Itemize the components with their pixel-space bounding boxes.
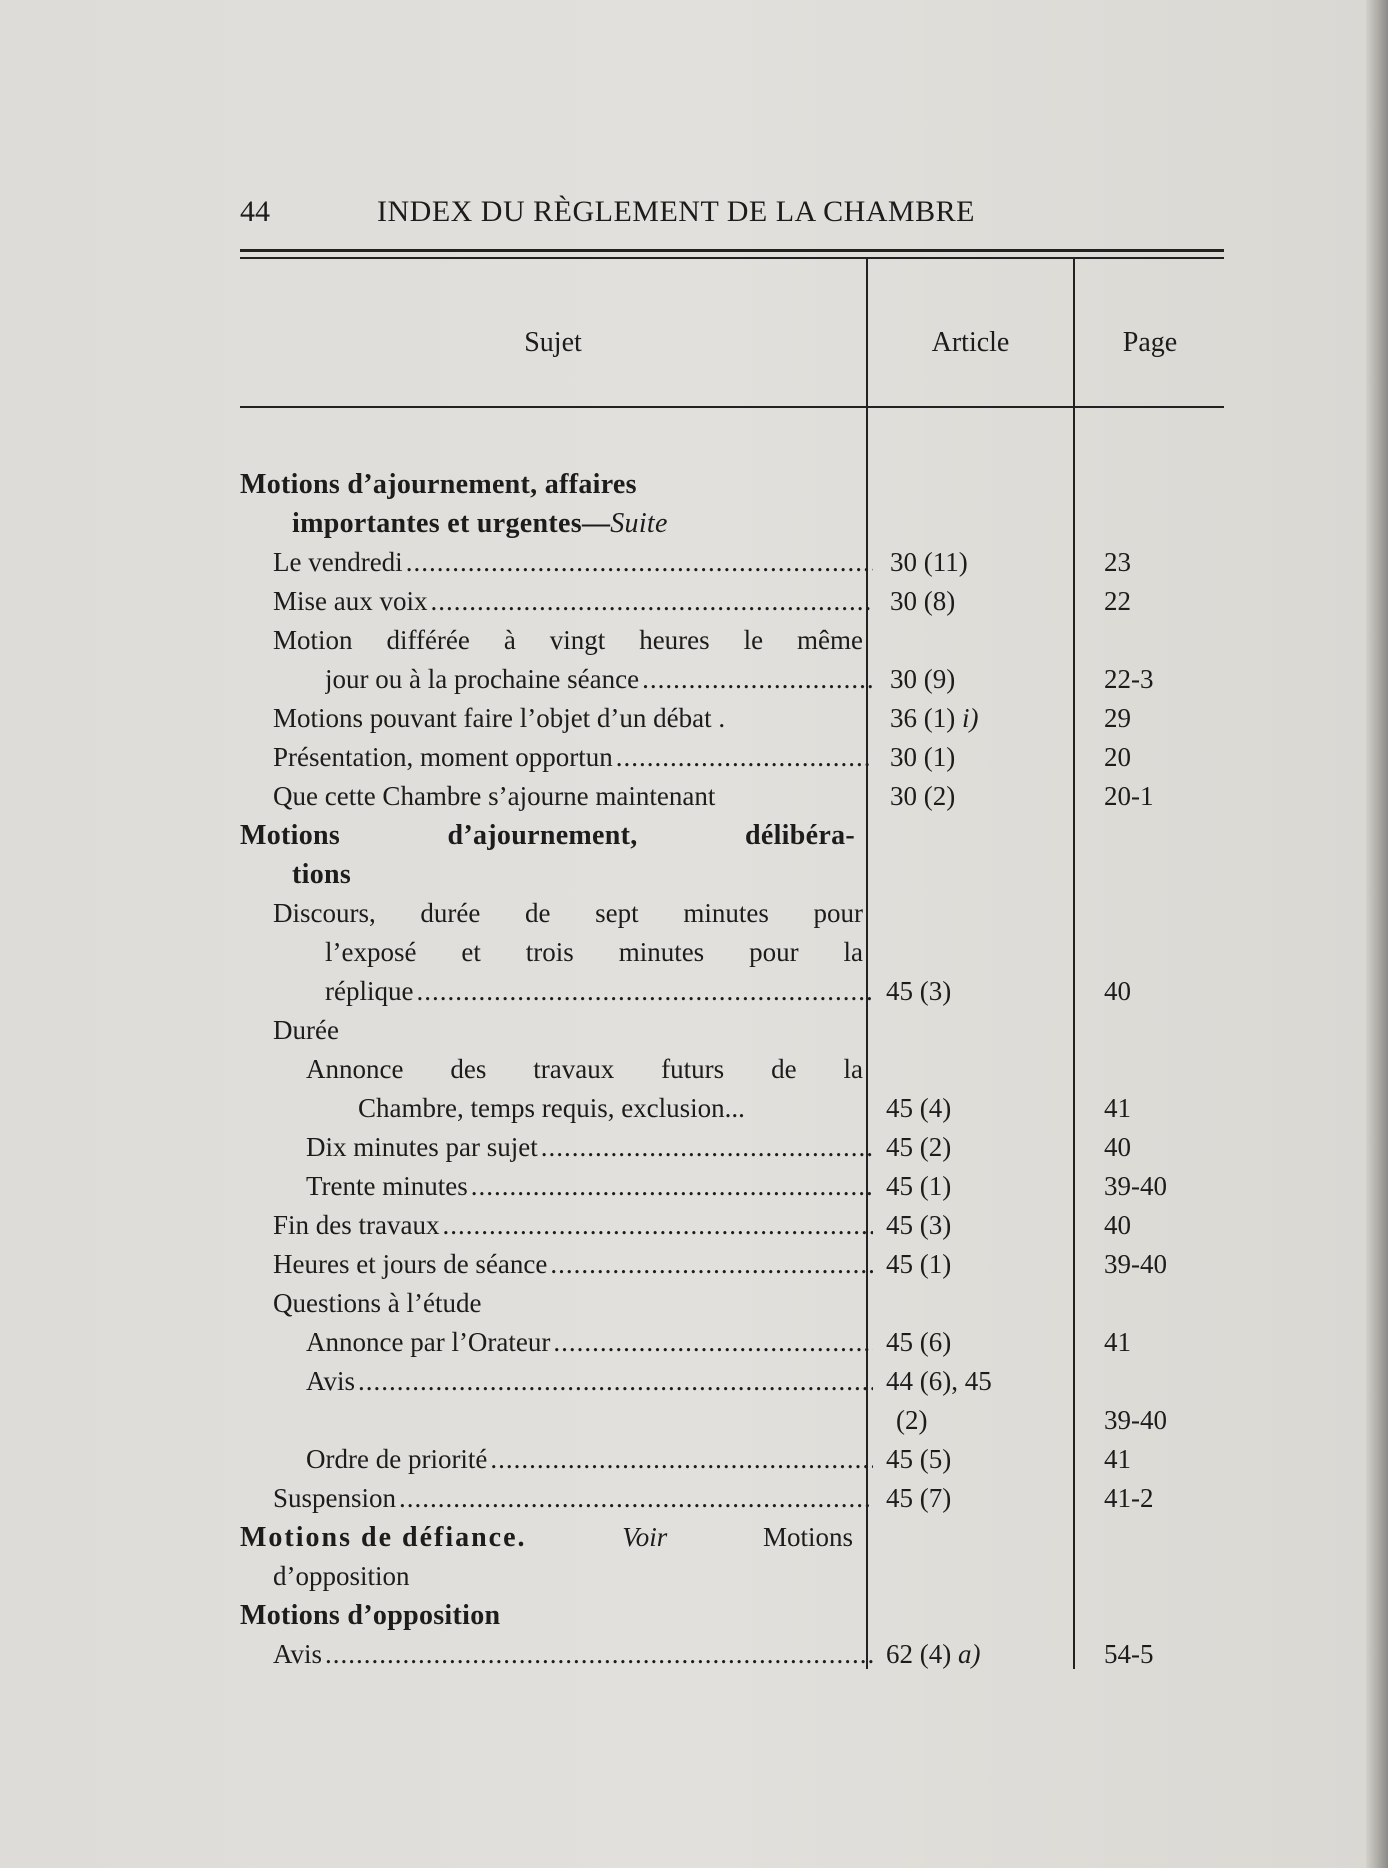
entry-text: réplique	[325, 976, 414, 1006]
table-header-rule	[240, 406, 1224, 408]
table-row	[240, 1167, 1225, 1206]
entry-article: 30 (11)	[890, 547, 968, 577]
table-row	[240, 582, 1225, 621]
table-row	[240, 738, 1225, 777]
entry-page: 40	[1104, 1210, 1131, 1240]
entry-subject	[273, 1479, 873, 1518]
table-row	[240, 1362, 1225, 1401]
table-row	[240, 816, 1225, 855]
table-row	[240, 699, 1225, 738]
article-subclause: a)	[957, 1639, 981, 1669]
entry-text: Avis	[273, 1639, 323, 1669]
table-row	[240, 1557, 1225, 1596]
entry-subject	[306, 1323, 873, 1362]
running-title: INDEX DU RÈGLEMENT DE LA CHAMBRE	[377, 195, 975, 228]
entry-heading-text: Motions de défiance.	[240, 1522, 527, 1553]
index-table-body	[240, 465, 1225, 1674]
table-row	[240, 504, 1225, 543]
entry-article: 30 (1)	[890, 742, 956, 772]
entry-subject	[273, 582, 873, 621]
article-subclause: i)	[961, 703, 979, 733]
table-row	[240, 1518, 1225, 1557]
entry-text: Avis	[306, 1366, 356, 1396]
entry-subject: Que cette Chambre s’ajourne maintenant	[273, 781, 716, 811]
entry-text: Dix minutes par sujet	[306, 1132, 538, 1162]
entry-article: 30 (2)	[890, 781, 956, 811]
article-number: 62 (4)	[886, 1639, 952, 1669]
table-row	[240, 855, 1225, 894]
entry-heading-continued	[292, 504, 668, 543]
entry-page: 40	[1104, 976, 1131, 1006]
table-row	[240, 1206, 1225, 1245]
entry-subject: Motion différée à vingt heures le même	[273, 625, 863, 655]
entry-page: 41	[1104, 1327, 1131, 1357]
entry-subject	[306, 1167, 873, 1206]
column-header-sujet: Sujet	[524, 327, 582, 358]
table-row	[240, 1284, 1225, 1323]
entry-subject: d’opposition	[273, 1561, 410, 1591]
table-top-rule	[240, 249, 1224, 252]
table-row	[240, 1440, 1225, 1479]
entry-subject: Motions pouvant faire l’objet d’un débat .	[273, 703, 726, 733]
table-top-rule-thin	[240, 257, 1224, 259]
column-header-page: Page	[1122, 327, 1178, 358]
entry-text: Annonce par l’Orateur	[306, 1327, 551, 1357]
article-number: 36 (1)	[890, 703, 956, 733]
entry-text: Mise aux voix	[273, 586, 428, 616]
table-row	[240, 1011, 1225, 1050]
entry-subject: l’exposé et trois minutes pour la	[325, 937, 863, 967]
entry-article: 45 (2)	[886, 1132, 952, 1162]
entry-subject	[306, 1128, 873, 1167]
entry-text: Heures et jours de séance	[273, 1249, 548, 1279]
entry-heading: Motions d’opposition	[240, 1600, 501, 1631]
entry-page: 39-40	[1104, 1249, 1167, 1279]
table-row	[240, 894, 1225, 933]
table-row	[240, 660, 1225, 699]
entry-subject: Chambre, temps requis, exclusion...	[358, 1093, 745, 1123]
entry-page: 39-40	[1104, 1405, 1167, 1435]
entry-article: 45 (6)	[886, 1327, 952, 1357]
see-label: Voir	[622, 1522, 668, 1552]
entry-page: 39-40	[1104, 1171, 1167, 1201]
table-row	[240, 933, 1225, 972]
table-row	[240, 465, 1225, 504]
entry-text: Le vendredi	[273, 547, 403, 577]
entry-text: Présentation, moment opportun	[273, 742, 613, 772]
entry-text: jour ou à la prochaine séance	[325, 664, 640, 694]
table-row	[240, 621, 1225, 660]
entry-heading	[240, 1518, 853, 1557]
table-row	[240, 972, 1225, 1011]
entry-subject	[273, 1635, 873, 1674]
entry-article: 30 (8)	[890, 586, 956, 616]
table-row	[240, 1479, 1225, 1518]
entry-page: 23	[1104, 547, 1131, 577]
entry-page: 40	[1104, 1132, 1131, 1162]
entry-subject	[325, 972, 873, 1011]
entry-article: 45 (5)	[886, 1444, 952, 1474]
entry-subject	[325, 660, 873, 699]
entry-heading: Motions d’ajournement, délibéra-	[240, 820, 855, 851]
entry-text: Fin des travaux	[273, 1210, 440, 1240]
table-row	[240, 1323, 1225, 1362]
entry-page: 41-2	[1104, 1483, 1154, 1513]
table-row	[240, 777, 1225, 816]
page-header	[240, 195, 1225, 235]
entry-subject: Discours, durée de sept minutes pour	[273, 898, 863, 928]
entry-article: 45 (1)	[886, 1249, 952, 1279]
table-row	[240, 1596, 1225, 1635]
entry-page: 22	[1104, 586, 1131, 616]
entry-page: 29	[1104, 703, 1131, 733]
entry-subject: Durée	[273, 1015, 339, 1045]
table-row	[240, 1050, 1225, 1089]
suite-label: Suite	[610, 508, 668, 539]
entry-subject	[273, 738, 873, 777]
entry-article	[886, 1635, 980, 1674]
entry-article: 45 (4)	[886, 1093, 952, 1123]
entry-article: (2)	[896, 1405, 928, 1435]
table-row	[240, 1401, 1225, 1440]
entry-subject: Questions à l’étude	[273, 1288, 482, 1318]
entry-subject	[306, 1362, 873, 1401]
table-row	[240, 1128, 1225, 1167]
entry-article: 45 (3)	[886, 976, 952, 1006]
page-edge-shadow	[1366, 0, 1388, 1868]
entry-page: 41	[1104, 1093, 1131, 1123]
entry-text: Ordre de priorité	[306, 1444, 488, 1474]
entry-text: Suspension	[273, 1483, 397, 1513]
entry-article	[890, 699, 978, 738]
entry-page: 41	[1104, 1444, 1131, 1474]
table-row	[240, 543, 1225, 582]
entry-page: 20-1	[1104, 781, 1154, 811]
table-row	[240, 1245, 1225, 1284]
entry-article: 45 (7)	[886, 1483, 952, 1513]
entry-text: Trente minutes	[306, 1171, 468, 1201]
entry-article: 30 (9)	[890, 664, 956, 694]
column-header-article: Article	[931, 327, 1010, 358]
entry-subject	[273, 1245, 873, 1284]
entry-page: 22-3	[1104, 664, 1154, 694]
entry-heading-text: importantes et urgentes—	[292, 508, 611, 539]
cross-reference: Motions	[762, 1522, 853, 1552]
entry-heading: Motions d’ajournement, affaires	[240, 469, 637, 500]
entry-subject	[306, 1440, 873, 1479]
page-number: 44	[240, 195, 270, 228]
table-row	[240, 1635, 1225, 1674]
entry-article: 44 (6), 45	[886, 1366, 992, 1396]
entry-page: 20	[1104, 742, 1131, 772]
entry-subject	[273, 1206, 873, 1245]
entry-subject: Annonce des travaux futurs de la	[306, 1054, 863, 1084]
entry-heading-continued: tions	[292, 859, 352, 890]
entry-article: 45 (3)	[886, 1210, 952, 1240]
table-row	[240, 1089, 1225, 1128]
entry-page: 54-5	[1104, 1639, 1154, 1669]
entry-subject	[273, 543, 873, 582]
entry-article: 45 (1)	[886, 1171, 952, 1201]
